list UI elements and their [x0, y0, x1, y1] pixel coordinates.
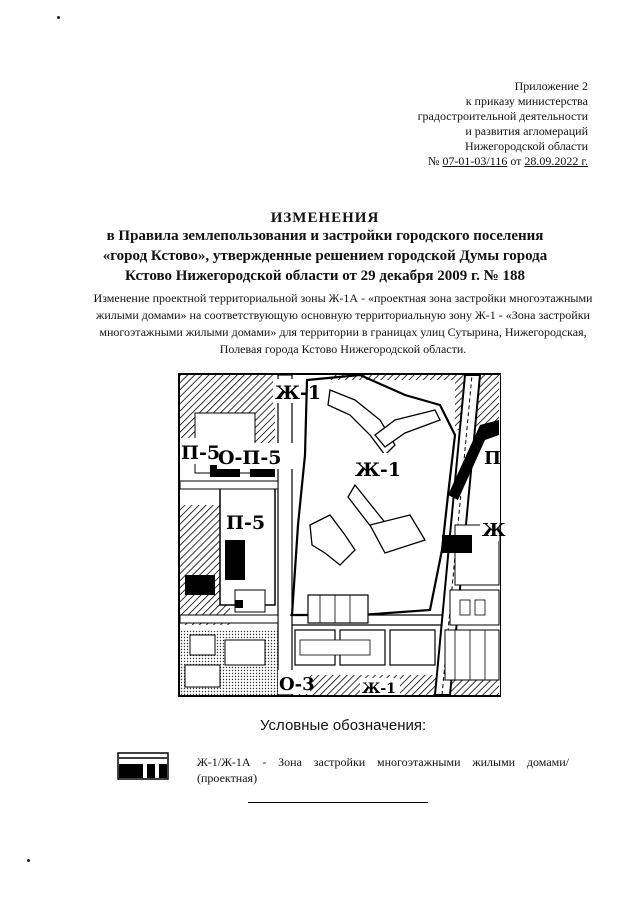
- scan-speck: [27, 859, 30, 862]
- zoning-map: [178, 373, 506, 697]
- annex-header: [288, 79, 588, 169]
- annex-line-2: к приказу министерства: [465, 94, 588, 108]
- zone-label-p5-left: П-5: [181, 442, 221, 464]
- annex-line-4: и развития агломераций: [465, 124, 588, 138]
- annex-order-line: [288, 154, 588, 169]
- zone-label-o-p5: О-П-5: [218, 447, 282, 469]
- zone-label-zh-right: Ж: [482, 520, 506, 541]
- order-prefix: №: [427, 154, 440, 168]
- annex-line-5: Нижегородской области: [464, 139, 588, 153]
- legend-entry: Ж-1/Ж-1А - Зона застройки многоэтажными жилыми домами/ (проектная): [197, 755, 569, 785]
- zone-label-zh1-bottom: Ж-1: [362, 681, 396, 697]
- order-date: 28.09.2022 г.: [524, 154, 588, 168]
- change-description: Изменение проектной территориальной зоны Ж-1А - «проектная зона застройки многоэтажными жилыми домами» на соответствующую основную территориальную зону Ж-1 - «Зона застройки многоэтажными жилыми домами» для территории в границах улиц Сутырина, Нижегородская, Полевая города Кстово Нижегородской области.: [93, 291, 593, 356]
- document-heading: ИЗМЕНЕНИЯ: [270, 210, 380, 226]
- order-number: 07-01-03/116: [442, 154, 508, 168]
- legend-title: Условные обозначения:: [260, 717, 427, 734]
- scan-speck: [57, 16, 60, 19]
- zone-label-p-right: П: [484, 448, 501, 469]
- signature-divider: [248, 802, 428, 803]
- annex-line-1: Приложение 2: [514, 79, 588, 93]
- zone-label-zh1-top: Ж-1: [275, 382, 322, 404]
- legend-symbol: [117, 752, 169, 780]
- zone-label-zh1-center: Ж-1: [355, 459, 402, 481]
- zone-label-p5-lower: П-5: [226, 512, 266, 534]
- order-middle: от: [510, 154, 522, 168]
- annex-line-3: градостроительной деятельности: [417, 109, 588, 123]
- document-subheading: в Правила землепользования и застройки городского поселения «город Кстово», утвержденные решением городской Думы города Кстово Нижегородской области от 29 декабря 2009 г. № 188: [102, 228, 548, 284]
- zoning-map-drawing: [180, 375, 506, 697]
- zone-label-o3: О-3: [279, 674, 315, 695]
